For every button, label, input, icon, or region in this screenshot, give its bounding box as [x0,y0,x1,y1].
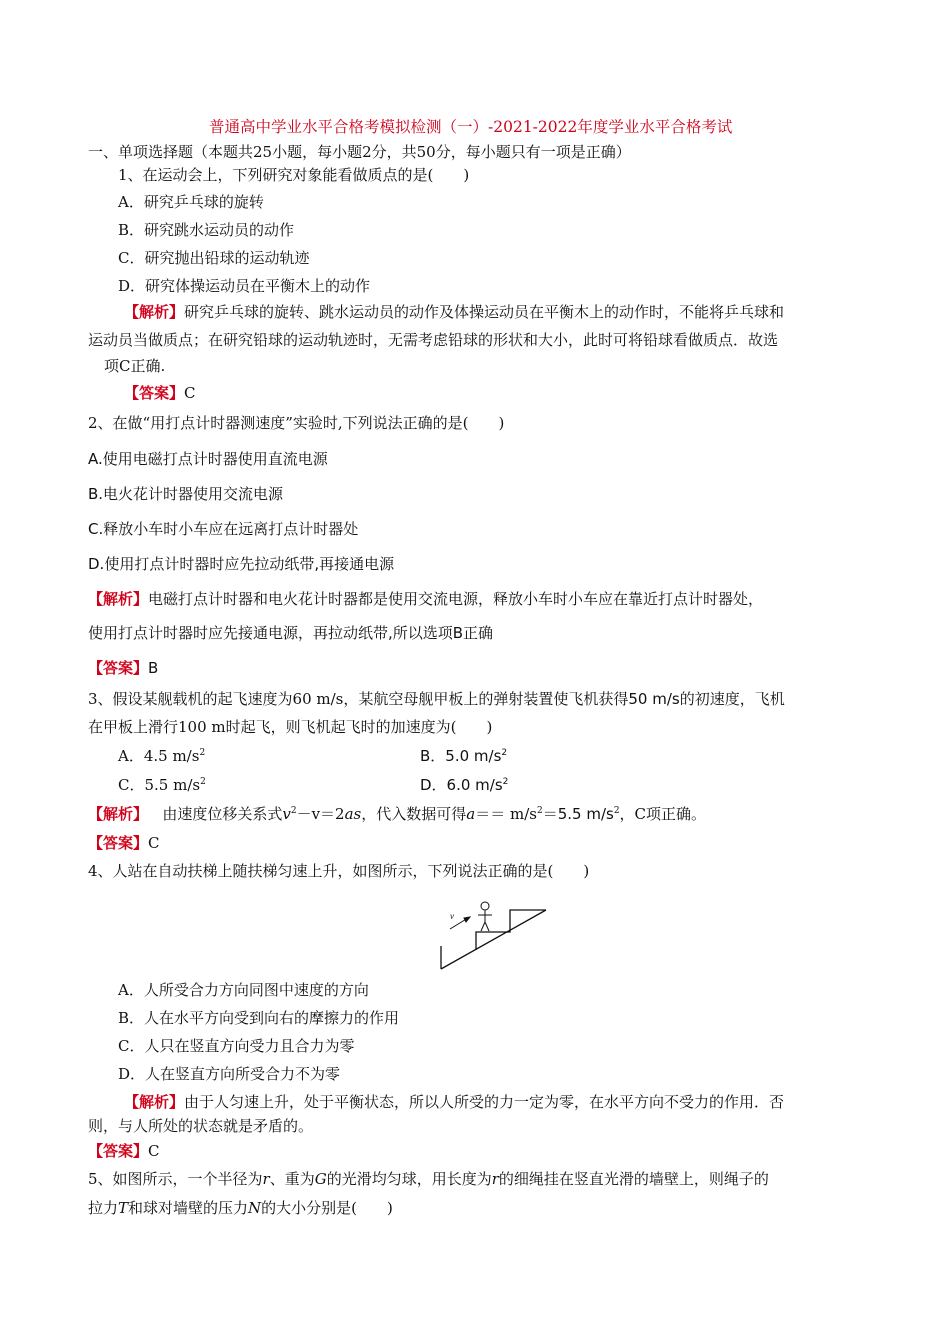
stem-text: 、重为 [269,1170,315,1188]
stem-text: 的光滑均匀球，用长度为 [326,1170,492,1188]
option-text: C．5.5 m/s [118,776,201,794]
superscript: 2 [200,777,206,787]
superscript: 2 [613,806,620,816]
stem-text: 5、如图所示，一个半径为 [88,1170,263,1188]
superscript: 2 [502,777,509,787]
analysis-text: ＝5.5 m/s [542,805,614,823]
q4-option-c: C．人只在竖直方向受力且合力为零 [118,1037,355,1055]
q5-stem-line-1 [88,1169,769,1189]
q3-analysis [88,804,706,824]
analysis-text: 电磁打点计时器和电火花计时器都是使用交流电源，释放小车时小车应在靠近打点计时器处， [148,590,764,608]
section-header: 一、单项选择题（本题共25小题，每小题2分，共50分，每小题只有一项是正确） [88,143,631,161]
analysis-text: 由速度位移关系式 [162,805,283,823]
var-N: N [248,1199,262,1217]
q1-option-b: B．研究跳水运动员的动作 [118,221,295,239]
page-title: 普通高中学业水平合格考模拟检测（一）-2021-2022年度学业水平合格考试 [209,118,733,136]
analysis-text: 研究乒乓球的旋转、跳水运动员的动作及体操运动员在平衡木上的动作时，不能将乒乓球和 [184,303,785,321]
var-as: as [344,805,362,823]
answer-value: C [148,834,160,852]
q4-option-b: B．人在水平方向受到向右的摩擦力的作用 [118,1009,400,1027]
var-G: G [314,1170,327,1188]
q2-option-c: C.释放小车时小车应在远离打点计时器处 [88,520,359,538]
q3-answer [88,833,160,853]
answer-label: 【答案】 [88,659,149,677]
q3-stem-part: 3、假设某舰载机的起飞速度为60 m/s，某航空母舰甲板上的弹射装置使飞机获得 [88,690,629,708]
q1-analysis-line-3: 项C正确. [104,357,166,375]
q2-option-a: A.使用电磁打点计时器使用直流电源 [88,450,328,468]
q2-option-b: B.电火花计时器使用交流电源 [88,485,284,503]
q2-stem: 2、在做“用打点计时器测速度”实验时,下列说法正确的是( ) [88,414,505,432]
q4-option-d: D．人在竖直方向所受合力不为零 [118,1065,341,1083]
q1-option-c: C．研究抛出铅球的运动轨迹 [118,249,310,267]
q2-answer [88,658,158,678]
stem-text: 拉力 [88,1199,119,1217]
var-v: v [282,805,291,823]
q3-stem-part: 的初速度，飞机 [679,690,785,708]
option-text: B．5.0 m/s [420,747,502,765]
stem-text: 和球对墙壁的压力 [128,1199,249,1217]
q1-analysis-line-2: 运动员当做质点；在研究铅球的运动轨迹时，无需考虑铅球的形状和大小，此时可将铅球看做质点．故选 [88,331,779,349]
analysis-text: ，代入数据可得 [361,805,467,823]
q5-stem-line-2 [88,1198,393,1218]
analysis-text: ＝＝ m/s [475,805,537,823]
var-T: T [118,1199,129,1217]
q3-stem-line-1 [88,689,785,709]
q4-stem: 4、人站在自动扶梯上随扶梯匀速上升，如图所示，下列说法正确的是( ) [88,862,590,880]
q4-analysis-line-2: 则，与人所处的状态就是矛盾的。 [88,1117,314,1135]
q1-stem: 1、在运动会上，下列研究对象能看做质点的是( ) [118,166,470,184]
analysis-label: 【解析】 [88,805,149,823]
q3-option-c [118,775,206,795]
analysis-text: 由于人匀速上升，处于平衡状态，所以人所受的力一定为零，在水平方向不受力的作用．否 [184,1093,785,1111]
q3-stem-speed: 50 m/s [628,690,680,708]
q4-analysis-line-1 [124,1092,784,1112]
answer-value: B [148,659,159,677]
q2-option-d: D.使用打点计时器时应先拉动纸带,再接通电源 [88,555,395,573]
analysis-label: 【解析】 [88,590,149,608]
q3-option-d [420,775,508,795]
answer-label: 【答案】 [88,834,149,852]
q4-option-a: A．人所受合力方向同图中速度的方向 [118,981,369,999]
escalator-figure [436,900,552,972]
answer-label: 【答案】 [124,384,185,402]
var-r: r [262,1170,270,1188]
answer-value: C [184,384,196,402]
analysis-label: 【解析】 [124,303,185,321]
var-a: a [466,805,476,823]
escalator-steps [441,910,546,969]
analysis-text: － [296,805,312,823]
analysis-text: ，C项正确。 [619,805,707,823]
option-text: D．6.0 m/s [420,776,503,794]
stem-text: 的细绳挂在竖直光滑的墙壁上，则绳子的 [498,1170,769,1188]
superscript: 2 [501,748,508,758]
var-r: r [491,1170,499,1188]
superscript: 2 [536,806,543,816]
q2-analysis-line-1 [88,589,763,609]
q1-option-d: D．研究体操运动员在平衡木上的动作 [118,277,371,295]
q1-answer [124,383,196,403]
answer-label: 【答案】 [88,1142,149,1160]
q1-analysis-line-1 [124,302,784,322]
option-text: A．4.5 m/s [118,747,200,765]
answer-value: C [148,1142,160,1160]
superscript: 2 [290,806,297,816]
analysis-text: v＝2 [311,805,345,823]
velocity-label: v [450,911,454,921]
q4-answer [88,1141,160,1161]
stem-text: 的大小分别是( ) [261,1199,393,1217]
q3-option-a [118,746,205,766]
superscript: 2 [199,748,206,758]
q3-option-b [420,746,507,766]
person-icon [478,902,492,931]
q2-analysis-line-2: 使用打点计时器时应先接通电源，再拉动纸带,所以选项B正确 [88,624,494,642]
analysis-label: 【解析】 [124,1093,185,1111]
q3-stem-line-2: 在甲板上滑行100 m时起飞，则飞机起飞时的加速度为( ) [88,718,493,736]
q1-option-a: A．研究乒乓球的旋转 [118,193,264,211]
